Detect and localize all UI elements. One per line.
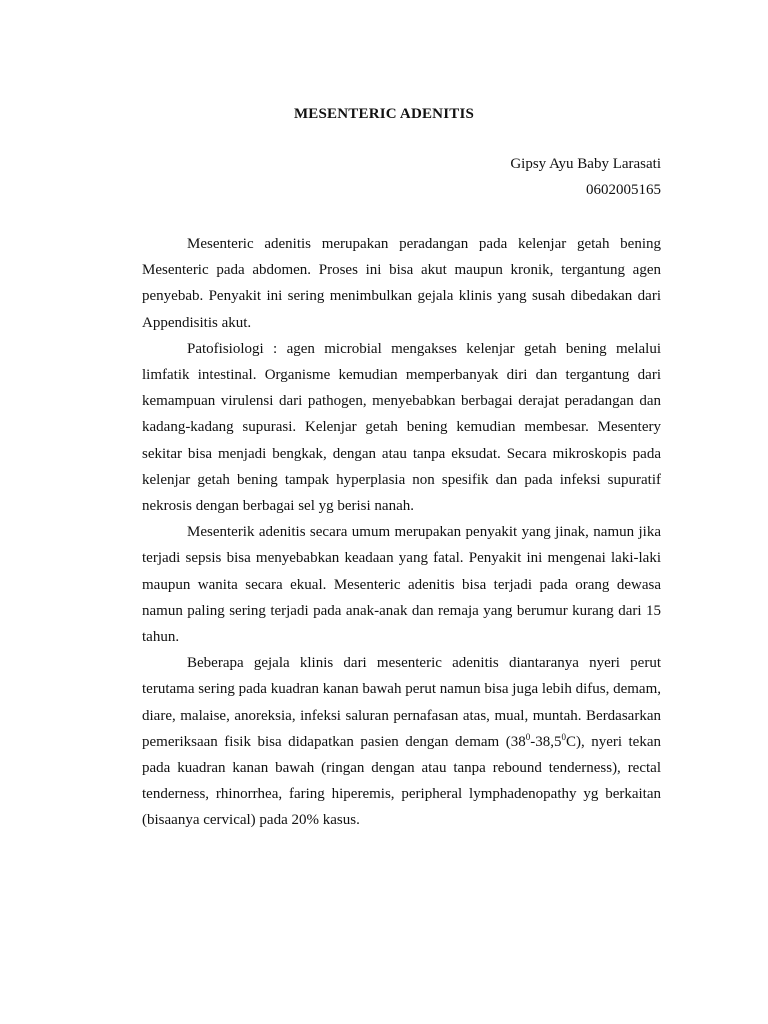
paragraph-4-part-1: Beberapa gejala klinis dari mesenteric adenitis diantaranya nyeri perut terutama sering pada kuadran kanan bawah perut namun bisa juga lebih difus, demam, diare, malaise, anoreksia, infeksi saluran pernafasan atas, mual, muntah. Berdasarkan pemeriksaan fisik bisa didapatkan pasien dengan demam (38	[142, 655, 661, 750]
paragraph-3: Mesenterik adenitis secara umum merupakan penyakit yang jinak, namun jika terjadi sepsis bisa menyebabkan keadaan yang fatal. Penyakit ini mengenai laki-laki maupun wanita secara ekual. Mesenteric adenitis bisa terjadi pada orang dewasa namun paling sering terjadi pada anak-anak dan remaja yang berumur kurang dari 15 tahun.	[142, 524, 661, 646]
paragraph-4-part-3: C), nyeri tekan pada kuadran kanan bawah (ringan dengan atau tanpa rebound tenderness), rectal tenderness, rhinorrhea, faring hiperemis, peripheral lymphadenopathy yg berkaitan (bisaanya cervical) pada 20% kasus.	[142, 733, 661, 829]
degree-superscript-1: 0	[525, 731, 531, 742]
author-name: Gipsy Ayu Baby Larasati	[510, 156, 661, 172]
student-id: 0602005165	[586, 182, 661, 198]
paragraph-4	[142, 650, 661, 833]
paragraph-1: Mesenteric adenitis merupakan peradangan pada kelenjar getah bening Mesenteric pada abdomen. Proses ini bisa akut maupun kronik, tergantung agen penyebab. Penyakit ini sering menimbulkan gejala klinis yang susah dibedakan dari Appendisitis akut.	[142, 236, 661, 331]
document-title: MESENTERIC ADENITIS	[293, 106, 475, 122]
degree-superscript-2: 0	[561, 731, 566, 742]
paragraph-2: Patofisiologi : agen microbial mengakses kelenjar getah bening melalui limfatik intestinal. Organisme kemudian memperbanyak diri dan tergantung dari kemampuan virulensi dari pathogen, menyebabkan berbagai derajat peradangan dan kadang-kadang supurasi. Kelenjar getah bening kemudian membesar. Mesentery sekitar bisa menjadi bengkak, dengan atau tanpa eksudat. Secara mikroskopis pada kelenjar getah bening tampak hyperplasia non spesifik dan pada infeksi supuratif nekrosis dengan berbagai sel yg berisi nanah.	[142, 340, 661, 515]
paragraph-4-part-2: -38,5	[530, 733, 562, 750]
document-body	[142, 231, 661, 834]
